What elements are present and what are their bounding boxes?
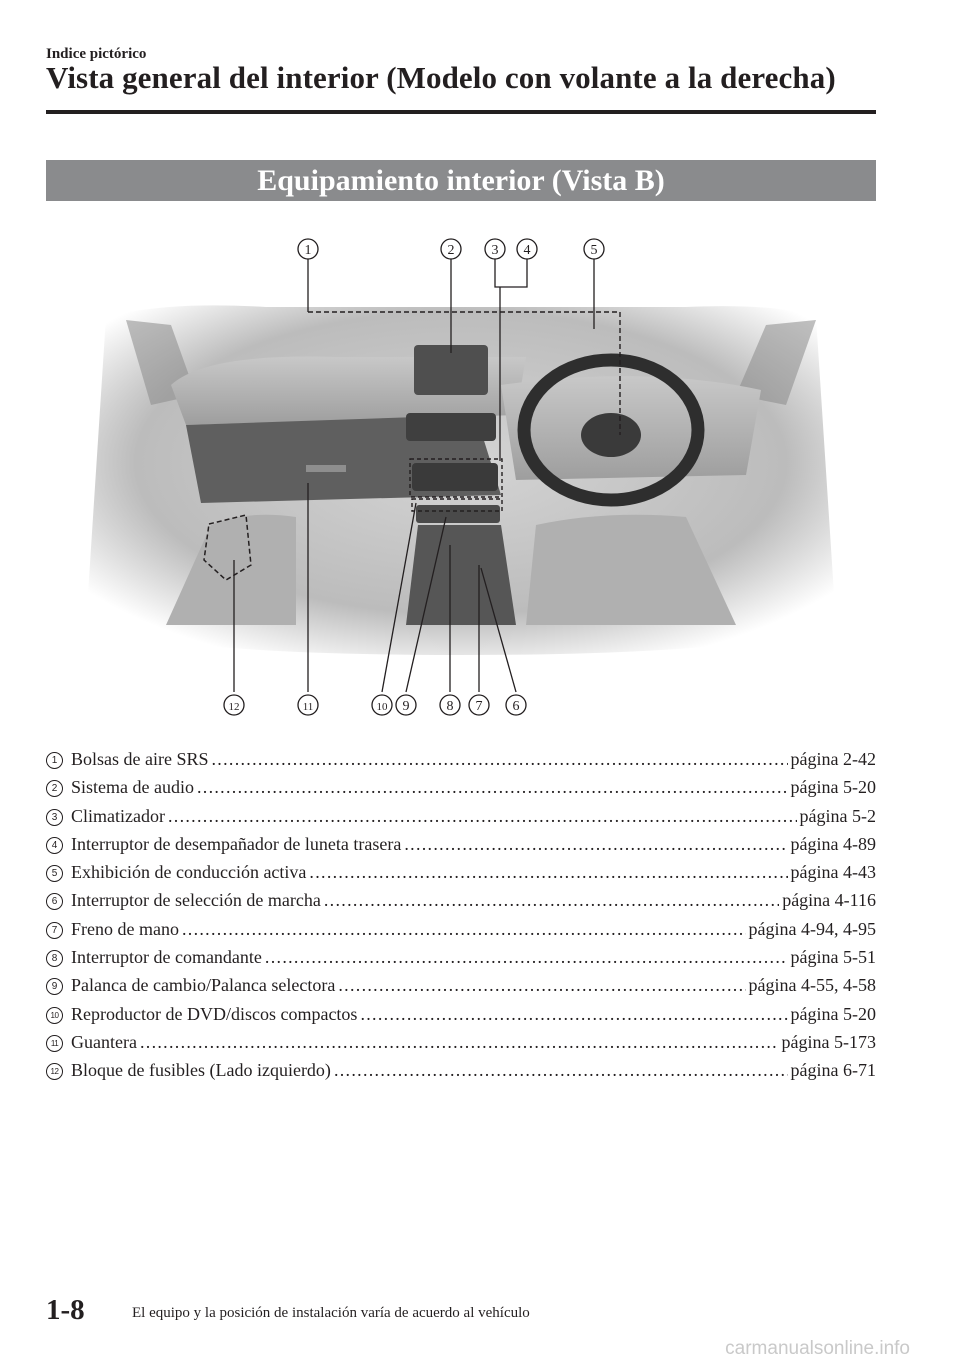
callout-number: 6: [46, 893, 63, 910]
callout-label: 5: [590, 243, 598, 258]
section-label: Indice pictórico: [46, 46, 147, 62]
page-number: 1-8: [46, 1294, 85, 1326]
component-label: Sistema de audio: [71, 777, 194, 798]
dot-leader: [404, 834, 787, 855]
page-reference: página 4-94, 4-95: [748, 918, 876, 939]
page-reference: página 2-42: [790, 749, 876, 769]
component-list-item: [46, 890, 876, 918]
dot-leader: [334, 1060, 788, 1081]
dot-leader: [360, 1004, 787, 1025]
page-reference: página 5-20: [790, 777, 876, 798]
page-reference: página 5-173: [781, 1031, 876, 1052]
component-label: Bolsas de aire SRS: [71, 749, 209, 769]
footer-note: El equipo y la posición de instalación varía de acuerdo al vehículo: [132, 1305, 530, 1321]
component-list-item: [46, 862, 876, 890]
callout-label: 12: [228, 701, 240, 713]
component-list-item: [46, 919, 876, 947]
dot-leader: [212, 749, 788, 770]
page-reference: página 4-55, 4-58: [748, 975, 876, 996]
page-reference: página 6-71: [790, 1060, 876, 1081]
section-banner: Equipamiento interior (Vista B): [46, 160, 876, 201]
component-label: Interruptor de comandante: [71, 947, 262, 968]
page-reference: página 5-2: [799, 805, 876, 826]
callout-number: 2: [46, 780, 63, 797]
dot-leader: [140, 1032, 779, 1053]
page-title: Vista general del interior (Modelo con volante a la derecha): [46, 60, 836, 95]
callout-number: 11: [46, 1035, 63, 1052]
page-reference: página 4-43: [790, 862, 876, 883]
page-reference: página 5-20: [790, 1003, 876, 1024]
callout-label: 9: [402, 699, 410, 714]
dot-leader: [338, 975, 745, 996]
component-label: Reproductor de DVD/discos compactos: [71, 1003, 358, 1024]
callout-label: 6: [512, 699, 520, 714]
callouts-bottom: [224, 695, 526, 715]
callout-label: 1: [304, 243, 312, 258]
page-reference: página 4-116: [782, 890, 876, 911]
callout-number: 5: [46, 865, 63, 882]
component-label: Interruptor de selección de marcha: [71, 890, 321, 911]
dot-leader: [168, 806, 797, 827]
dot-leader: [265, 947, 788, 968]
component-label: Palanca de cambio/Palanca selectora: [71, 975, 336, 996]
cabin-photo: [86, 305, 836, 655]
callout-number: 1: [46, 752, 63, 769]
callout-number: 3: [46, 809, 63, 826]
interior-illustration: [46, 225, 876, 730]
callout-label: 11: [302, 701, 314, 713]
component-label: Exhibición de conducción activa: [71, 862, 307, 883]
component-list-item: [46, 1004, 876, 1032]
component-list-item: [46, 749, 876, 777]
component-list-item: [46, 1060, 876, 1088]
component-list-item: [46, 806, 876, 834]
callout-number: 4: [46, 837, 63, 854]
component-list-item: [46, 975, 876, 1003]
dot-leader: [324, 890, 779, 911]
callouts-top: [298, 239, 604, 259]
page-reference: página 4-89: [790, 833, 876, 854]
component-label: Interruptor de desempañador de luneta trasera: [71, 833, 402, 854]
component-label: Bloque de fusibles (Lado izquierdo): [71, 1060, 331, 1081]
callout-number: 7: [46, 922, 63, 939]
component-list-item: [46, 1032, 876, 1060]
title-rule: [46, 110, 876, 114]
component-label: Guantera: [71, 1031, 137, 1052]
component-list-item: [46, 777, 876, 805]
callout-label: 7: [475, 699, 483, 714]
component-label: Freno de mano: [71, 918, 179, 939]
dot-leader: [182, 919, 746, 940]
page-reference: página 5-51: [790, 947, 876, 968]
dot-leader: [197, 777, 788, 798]
component-list-item: [46, 834, 876, 862]
callout-number: 10: [46, 1007, 63, 1024]
watermark: carmanualsonline.info: [725, 1338, 910, 1359]
component-list: [46, 749, 876, 1089]
callout-number: 8: [46, 950, 63, 967]
callout-label: 8: [446, 699, 454, 714]
component-label: Climatizador: [71, 805, 165, 826]
callout-label: 4: [523, 243, 531, 258]
callout-number: 12: [46, 1063, 63, 1080]
dot-leader: [309, 862, 787, 883]
callout-number: 9: [46, 978, 63, 995]
callout-label: 2: [447, 243, 455, 258]
callout-label: 10: [376, 701, 388, 713]
callout-label: 3: [491, 243, 499, 258]
component-list-item: [46, 947, 876, 975]
